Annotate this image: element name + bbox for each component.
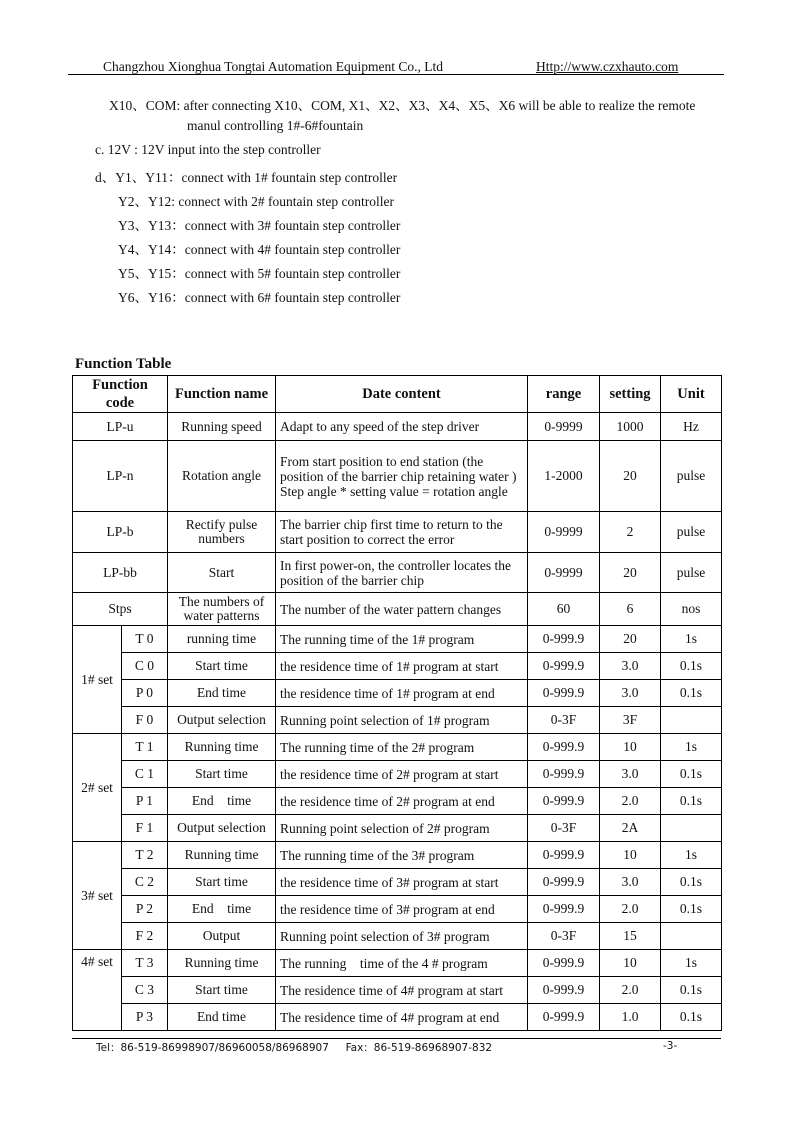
cell-setting: 20 bbox=[600, 626, 661, 653]
cell-range: 0-999.9 bbox=[528, 869, 600, 896]
cell-range: 0-999.9 bbox=[528, 1004, 600, 1031]
cell-code: F 2 bbox=[122, 923, 168, 950]
cell-code: T 3 bbox=[122, 950, 168, 977]
cell-name: End time bbox=[168, 680, 276, 707]
cell-code: C 1 bbox=[122, 761, 168, 788]
cell-code: P 0 bbox=[122, 680, 168, 707]
cell-code: T 0 bbox=[122, 626, 168, 653]
table-row bbox=[73, 512, 722, 553]
col-header-setting: setting bbox=[600, 376, 661, 413]
cell-unit: 1s bbox=[661, 842, 722, 869]
cell-name: Rectify pulse numbers bbox=[168, 512, 276, 553]
cell-content: The residence time of 4# program at start bbox=[276, 977, 528, 1004]
cell-content: the residence time of 3# program at start bbox=[276, 869, 528, 896]
cell-setting: 2 bbox=[600, 512, 661, 553]
cell-name: Output selection bbox=[168, 815, 276, 842]
cell-setting: 20 bbox=[600, 441, 661, 512]
cell-content: In first power-on, the controller locates the position of the barrier chip bbox=[276, 553, 528, 593]
col-header-unit: Unit bbox=[661, 376, 722, 413]
table-row bbox=[73, 977, 722, 1004]
cell-code: C 3 bbox=[122, 977, 168, 1004]
body-line: Y2、Y12: connect with 2# fountain step controller bbox=[118, 194, 394, 209]
cell-code: C 2 bbox=[122, 869, 168, 896]
cell-code: F 0 bbox=[122, 707, 168, 734]
footer-divider bbox=[72, 1038, 721, 1039]
table-row bbox=[73, 441, 722, 512]
cell-unit: 0.1s bbox=[661, 761, 722, 788]
cell-unit: 1s bbox=[661, 950, 722, 977]
cell-unit: pulse bbox=[661, 512, 722, 553]
col-header-content: Date content bbox=[276, 376, 528, 413]
cell-range: 60 bbox=[528, 593, 600, 626]
cell-range: 0-3F bbox=[528, 923, 600, 950]
cell-content: the residence time of 3# program at end bbox=[276, 896, 528, 923]
cell-content: Running point selection of 1# program bbox=[276, 707, 528, 734]
cell-unit bbox=[661, 707, 722, 734]
cell-name: Start time bbox=[168, 977, 276, 1004]
cell-range: 0-3F bbox=[528, 815, 600, 842]
table-row bbox=[73, 896, 722, 923]
cell-code: P 1 bbox=[122, 788, 168, 815]
cell-setting: 3.0 bbox=[600, 680, 661, 707]
set-label: 1# set bbox=[73, 626, 122, 734]
cell-setting: 2.0 bbox=[600, 977, 661, 1004]
body-line: c. 12V : 12V input into the step controller bbox=[95, 142, 321, 157]
cell-range: 0-999.9 bbox=[528, 977, 600, 1004]
cell-content: From start position to end station (the position of the barrier chip retaining water ) Step angle * setting value = rotation angle bbox=[276, 441, 528, 512]
cell-content: Running point selection of 2# program bbox=[276, 815, 528, 842]
cell-code: Stps bbox=[73, 593, 168, 626]
cell-setting: 6 bbox=[600, 593, 661, 626]
cell-code: T 2 bbox=[122, 842, 168, 869]
cell-name: Running time bbox=[168, 950, 276, 977]
cell-code: C 0 bbox=[122, 653, 168, 680]
cell-name: Start time bbox=[168, 653, 276, 680]
cell-setting: 2.0 bbox=[600, 896, 661, 923]
table-row bbox=[73, 1004, 722, 1031]
table-row bbox=[73, 553, 722, 593]
table-row bbox=[73, 734, 722, 761]
body-line: Y4、Y14：connect with 4# fountain step controller bbox=[118, 242, 401, 257]
cell-unit bbox=[661, 815, 722, 842]
page-number: -3- bbox=[663, 1040, 678, 1052]
body-line: Y5、Y15：connect with 5# fountain step controller bbox=[118, 266, 401, 281]
cell-unit: 1s bbox=[661, 734, 722, 761]
cell-content: Running point selection of 3# program bbox=[276, 923, 528, 950]
table-row bbox=[73, 815, 722, 842]
cell-name: End time bbox=[168, 1004, 276, 1031]
cell-content: The barrier chip first time to return to the start position to correct the error bbox=[276, 512, 528, 553]
cell-range: 0-9999 bbox=[528, 512, 600, 553]
cell-name: running time bbox=[168, 626, 276, 653]
cell-range: 1-2000 bbox=[528, 441, 600, 512]
footer-contact: Tel：86-519-86998907/86960058/86968907 Fax：86-519-86968907-832 bbox=[96, 1042, 493, 1054]
cell-content: the residence time of 1# program at start bbox=[276, 653, 528, 680]
cell-content: The residence time of 4# program at end bbox=[276, 1004, 528, 1031]
cell-unit: 0.1s bbox=[661, 896, 722, 923]
cell-code: F 1 bbox=[122, 815, 168, 842]
table-row bbox=[73, 869, 722, 896]
cell-range: 0-9999 bbox=[528, 413, 600, 441]
cell-code: LP-n bbox=[73, 441, 168, 512]
cell-name: Running time bbox=[168, 842, 276, 869]
cell-code: T 1 bbox=[122, 734, 168, 761]
cell-range: 0-999.9 bbox=[528, 896, 600, 923]
table-row bbox=[73, 788, 722, 815]
cell-unit: pulse bbox=[661, 553, 722, 593]
cell-range: 0-999.9 bbox=[528, 680, 600, 707]
col-header-code: Function code bbox=[73, 376, 168, 413]
body-line: Y3、Y13：connect with 3# fountain step controller bbox=[118, 218, 401, 233]
table-row bbox=[73, 842, 722, 869]
cell-content: the residence time of 1# program at end bbox=[276, 680, 528, 707]
cell-name: Running speed bbox=[168, 413, 276, 441]
cell-name: Output selection bbox=[168, 707, 276, 734]
cell-setting: 1000 bbox=[600, 413, 661, 441]
cell-setting: 2A bbox=[600, 815, 661, 842]
cell-code: LP-u bbox=[73, 413, 168, 441]
cell-name: Start time bbox=[168, 761, 276, 788]
cell-range: 0-999.9 bbox=[528, 950, 600, 977]
cell-unit: pulse bbox=[661, 441, 722, 512]
table-row bbox=[73, 707, 722, 734]
cell-range: 0-999.9 bbox=[528, 842, 600, 869]
table-row bbox=[73, 680, 722, 707]
cell-setting: 10 bbox=[600, 950, 661, 977]
cell-content: the residence time of 2# program at end bbox=[276, 788, 528, 815]
cell-content: The running time of the 4 # program bbox=[276, 950, 528, 977]
cell-unit: Hz bbox=[661, 413, 722, 441]
col-header-range: range bbox=[528, 376, 600, 413]
cell-name: End time bbox=[168, 788, 276, 815]
table-row bbox=[73, 950, 722, 977]
cell-range: 0-999.9 bbox=[528, 788, 600, 815]
cell-unit bbox=[661, 923, 722, 950]
cell-name: Rotation angle bbox=[168, 441, 276, 512]
cell-range: 0-999.9 bbox=[528, 734, 600, 761]
cell-unit: 0.1s bbox=[661, 869, 722, 896]
cell-setting: 3.0 bbox=[600, 869, 661, 896]
cell-unit: 0.1s bbox=[661, 653, 722, 680]
header-company: Changzhou Xionghua Tongtai Automation Equipment Co., Ltd bbox=[103, 59, 444, 74]
cell-code: LP-bb bbox=[73, 553, 168, 593]
body-line: d、Y1、Y11：connect with 1# fountain step controller bbox=[95, 170, 398, 185]
cell-name: Running time bbox=[168, 734, 276, 761]
body-line: X10、COM: after connecting X10、COM, X1、X2、X3、X4、X5、X6 will be able to realize the remote bbox=[109, 98, 696, 113]
cell-setting: 10 bbox=[600, 734, 661, 761]
cell-name: The numbers of water patterns bbox=[168, 593, 276, 626]
body-line: Y6、Y16：connect with 6# fountain step controller bbox=[118, 290, 401, 305]
cell-range: 0-3F bbox=[528, 707, 600, 734]
header-url-link[interactable]: Http://www.czxhauto.com bbox=[536, 59, 679, 74]
set-label: 4# set bbox=[73, 950, 122, 1031]
body-line: manul controlling 1#-6#fountain bbox=[187, 118, 364, 133]
cell-setting: 3.0 bbox=[600, 761, 661, 788]
cell-unit: 1s bbox=[661, 626, 722, 653]
cell-unit: 0.1s bbox=[661, 977, 722, 1004]
cell-content: The running time of the 1# program bbox=[276, 626, 528, 653]
table-row bbox=[73, 923, 722, 950]
cell-content: The number of the water pattern changes bbox=[276, 593, 528, 626]
table-row bbox=[73, 761, 722, 788]
cell-code: P 3 bbox=[122, 1004, 168, 1031]
cell-setting: 3F bbox=[600, 707, 661, 734]
cell-code: LP-b bbox=[73, 512, 168, 553]
cell-name: Start time bbox=[168, 869, 276, 896]
cell-setting: 1.0 bbox=[600, 1004, 661, 1031]
cell-setting: 20 bbox=[600, 553, 661, 593]
cell-unit: nos bbox=[661, 593, 722, 626]
cell-content: the residence time of 2# program at start bbox=[276, 761, 528, 788]
table-title: Function Table bbox=[75, 356, 172, 372]
header-divider bbox=[68, 74, 724, 75]
col-header-name: Function name bbox=[168, 376, 276, 413]
cell-range: 0-9999 bbox=[528, 553, 600, 593]
function-table bbox=[72, 375, 722, 1031]
cell-content: The running time of the 3# program bbox=[276, 842, 528, 869]
table-row bbox=[73, 593, 722, 626]
table-row bbox=[73, 653, 722, 680]
table-row bbox=[73, 413, 722, 441]
cell-range: 0-999.9 bbox=[528, 626, 600, 653]
cell-name: Output bbox=[168, 923, 276, 950]
cell-code: P 2 bbox=[122, 896, 168, 923]
set-label: 2# set bbox=[73, 734, 122, 842]
cell-content: Adapt to any speed of the step driver bbox=[276, 413, 528, 441]
cell-name: Start bbox=[168, 553, 276, 593]
cell-unit: 0.1s bbox=[661, 680, 722, 707]
cell-range: 0-999.9 bbox=[528, 653, 600, 680]
cell-setting: 3.0 bbox=[600, 653, 661, 680]
cell-name: End time bbox=[168, 896, 276, 923]
cell-setting: 10 bbox=[600, 842, 661, 869]
cell-unit: 0.1s bbox=[661, 1004, 722, 1031]
set-label: 3# set bbox=[73, 842, 122, 950]
cell-setting: 15 bbox=[600, 923, 661, 950]
cell-range: 0-999.9 bbox=[528, 761, 600, 788]
table-row bbox=[73, 626, 722, 653]
cell-setting: 2.0 bbox=[600, 788, 661, 815]
cell-content: The running time of the 2# program bbox=[276, 734, 528, 761]
cell-unit: 0.1s bbox=[661, 788, 722, 815]
